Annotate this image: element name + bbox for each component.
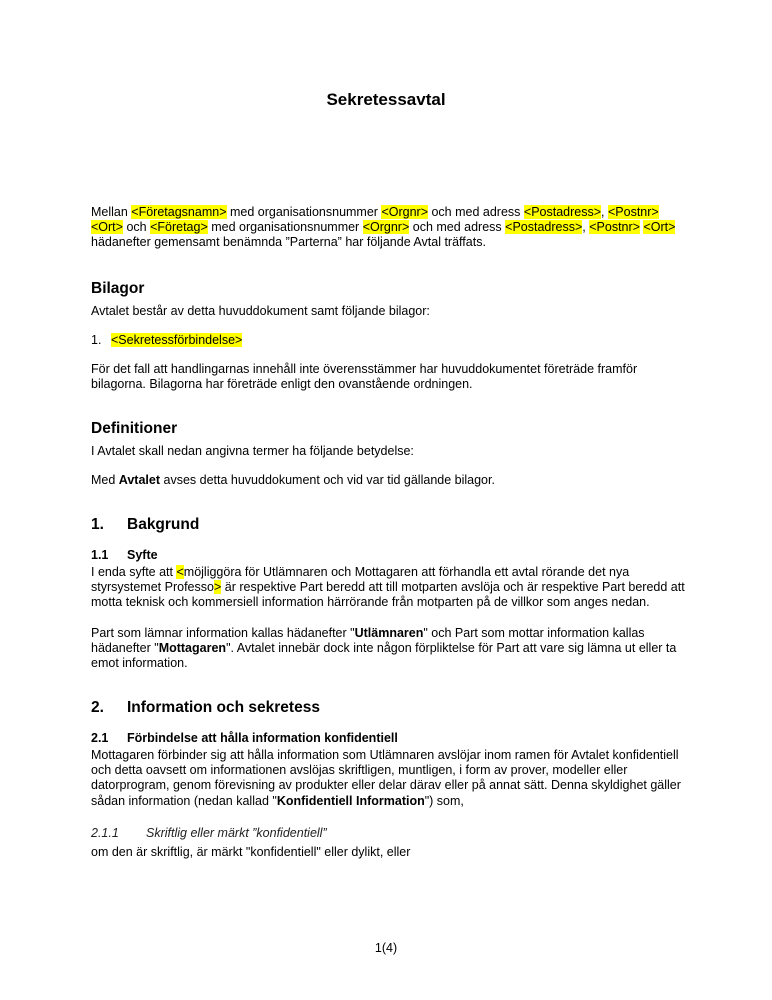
confidentiality-paragraph: Mottagaren förbinder sig att hålla information som Utlämnaren avslöjar inom ramen för Avtalet konfidentiell och detta oavsett om informationen avslöjas skriftligen, muntligen, i form av prover, modeller eller datorprogram, genom förevisning av produkter eller delar därav eller på annat sätt. Denna skyldighet gäller sådan information (nedan kallad "Konfidentiell Information") som, [91,748,681,808]
page-number: 1(4) [374,941,398,955]
parties-paragraph: Part som lämnar information kallas hädanefter "Utlämnaren" och Part som mottar information kallas hädanefter "Mottagaren". Avtalet innebär dock inte någon förpliktelse för Part att vare sig lämna ut eller ta emot information. [91,626,677,671]
heading-section-2-1: 2.1 Förbindelse att hålla information konfidentiell [91,731,398,745]
definition-avtalet: Med Avtalet avses detta huvuddokument och vid var tid gällande bilagor. [91,473,495,487]
heading-section-1: 1. Bakgrund [91,516,200,533]
heading-bilagor: Bilagor [91,280,145,297]
definitioner-paragraph: I Avtalet skall nedan angivna termer ha följande betydelse: [91,444,414,458]
placeholder-postadress-2[interactable]: <Postadress> [505,220,583,235]
heading-section-1-1: 1.1 Syfte [91,548,158,562]
written-marked-paragraph: om den är skriftlig, är märkt "konfidentiell" eller dylikt, eller [91,845,411,859]
placeholder-postadress[interactable]: <Postadress> [523,205,602,219]
placeholder-orgnr[interactable]: <Orgnr> [381,205,428,219]
heading-section-2-1-1: 2.1.1 Skriftlig eller märkt ”konfidentiell” [91,826,327,840]
intro-paragraph: Mellan <Företagsnamn> med organisationsnummer <Orgnr> och med adress <Postadress>, <Postnr> <Ort> och <Företag> med organisationsnummer <Orgnr> och med adress <Postadress>, <Postnr> <Ort> hädanefter gemensamt benämnda ”Parterna” har följande Avtal träffats. [91,205,676,250]
placeholder-ort[interactable]: <Ort> [91,220,123,235]
placeholder-postnr[interactable]: <Postnr> [607,205,659,219]
placeholder-foretag[interactable]: <Företag> [150,220,208,235]
placeholder-orgnr-2[interactable]: <Orgnr> [362,220,410,235]
bilagor-precedence-paragraph: För det fall att handlingarnas innehåll inte överensstämmer har huvuddokumentet företräde framför bilagorna. Bilagorna har företräde enligt den ovanstående ordningen. [91,362,638,392]
bilagor-list-item: 1. <Sekretessförbindelse> [91,333,243,347]
heading-definitioner: Definitioner [91,420,178,437]
heading-section-2: 2. Information och sekretess [91,699,320,716]
placeholder-sekretessforbindelse[interactable]: <Sekretessförbindelse> [111,333,243,347]
bilagor-paragraph: Avtalet består av detta huvuddokument samt följande bilagor: [91,304,430,318]
placeholder-foretagsnamn[interactable]: <Företagsnamn> [131,205,227,219]
document-title: Sekretessavtal [326,90,446,109]
placeholder-ort-2[interactable]: <Ort> [643,220,676,235]
syfte-paragraph: I enda syfte att <möjliggöra för Utlämnaren och Mottagaren att förhandla ett avtal rörande det nya styrsystemet Professo> är respektive Part beredd att till motparten avslöja och är respektive Part beredd att motta teknisk och kommersiell information härrörande från motparten på de villkor som anges nedan. [91,565,685,610]
placeholder-postnr-2[interactable]: <Postnr> [589,220,640,235]
